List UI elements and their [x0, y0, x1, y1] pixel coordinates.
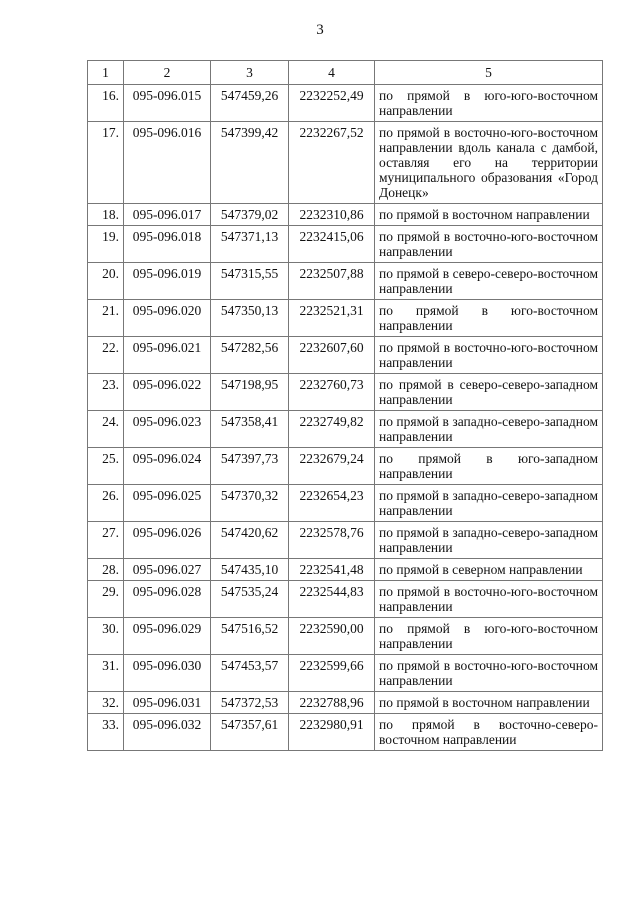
coordinate-y: 2232252,49	[289, 85, 375, 122]
table-row	[88, 263, 603, 300]
coordinate-x: 547198,95	[211, 374, 289, 411]
coordinate-x: 547397,73	[211, 448, 289, 485]
coordinate-y: 2232544,83	[289, 581, 375, 618]
point-code: 095-096.031	[124, 692, 211, 714]
point-code: 095-096.025	[124, 485, 211, 522]
table-row	[88, 226, 603, 263]
point-code: 095-096.020	[124, 300, 211, 337]
coordinate-x: 547371,13	[211, 226, 289, 263]
row-number: 30.	[88, 618, 124, 655]
table-row	[88, 714, 603, 751]
coordinate-y: 2232578,76	[289, 522, 375, 559]
coordinate-y: 2232507,88	[289, 263, 375, 300]
table-row	[88, 448, 603, 485]
coordinate-x: 547370,32	[211, 485, 289, 522]
segment-description: по прямой в восточно-юго-восточном направлении вдоль канала с дамбой, оставляя его на территории муниципального образования «Город Донецк»	[375, 122, 603, 204]
row-number: 29.	[88, 581, 124, 618]
table-row	[88, 581, 603, 618]
coordinate-y: 2232654,23	[289, 485, 375, 522]
point-code: 095-096.024	[124, 448, 211, 485]
table-row	[88, 618, 603, 655]
segment-description: по прямой в восточном направлении	[375, 692, 603, 714]
row-number: 28.	[88, 559, 124, 581]
segment-description: по прямой в восточно-юго-восточном направлении	[375, 655, 603, 692]
table-row	[88, 411, 603, 448]
segment-description: по прямой в северо-северо-восточном направлении	[375, 263, 603, 300]
table-row	[88, 692, 603, 714]
coordinate-y: 2232521,31	[289, 300, 375, 337]
segment-description: по прямой в восточном направлении	[375, 204, 603, 226]
coordinate-y: 2232310,86	[289, 204, 375, 226]
point-code: 095-096.015	[124, 85, 211, 122]
coordinate-x: 547535,24	[211, 581, 289, 618]
row-number: 17.	[88, 122, 124, 204]
coordinate-y: 2232749,82	[289, 411, 375, 448]
coordinate-x: 547459,26	[211, 85, 289, 122]
coordinate-x: 547315,55	[211, 263, 289, 300]
table-row	[88, 204, 603, 226]
table-row	[88, 85, 603, 122]
coordinate-y: 2232590,00	[289, 618, 375, 655]
coordinate-x: 547516,52	[211, 618, 289, 655]
segment-description: по прямой в западно-северо-западном направлении	[375, 522, 603, 559]
segment-description: по прямой в юго-юго-восточном направлении	[375, 618, 603, 655]
row-number: 33.	[88, 714, 124, 751]
table-row	[88, 122, 603, 204]
row-number: 22.	[88, 337, 124, 374]
segment-description: по прямой в восточно-юго-восточном направлении	[375, 337, 603, 374]
point-code: 095-096.021	[124, 337, 211, 374]
coordinate-y: 2232788,96	[289, 692, 375, 714]
coordinate-x: 547453,57	[211, 655, 289, 692]
row-number: 25.	[88, 448, 124, 485]
row-number: 31.	[88, 655, 124, 692]
point-code: 095-096.030	[124, 655, 211, 692]
coordinate-y: 2232599,66	[289, 655, 375, 692]
table-row	[88, 655, 603, 692]
point-code: 095-096.022	[124, 374, 211, 411]
row-number: 27.	[88, 522, 124, 559]
coordinate-y: 2232415,06	[289, 226, 375, 263]
coordinate-x: 547420,62	[211, 522, 289, 559]
coordinate-x: 547350,13	[211, 300, 289, 337]
table-header-row	[88, 61, 603, 85]
segment-description: по прямой в северо-северо-западном направлении	[375, 374, 603, 411]
segment-description: по прямой в юго-западном направлении	[375, 448, 603, 485]
point-code: 095-096.017	[124, 204, 211, 226]
column-header-point-code: 2	[124, 61, 211, 85]
segment-description: по прямой в западно-северо-западном направлении	[375, 485, 603, 522]
coordinate-x: 547372,53	[211, 692, 289, 714]
coordinate-y: 2232267,52	[289, 122, 375, 204]
segment-description: по прямой в северном направлении	[375, 559, 603, 581]
table-row	[88, 337, 603, 374]
row-number: 32.	[88, 692, 124, 714]
row-number: 24.	[88, 411, 124, 448]
point-code: 095-096.028	[124, 581, 211, 618]
coordinate-y: 2232679,24	[289, 448, 375, 485]
row-number: 20.	[88, 263, 124, 300]
table-row	[88, 300, 603, 337]
table-body	[88, 85, 603, 751]
segment-description: по прямой в восточно-юго-восточном направлении	[375, 581, 603, 618]
point-code: 095-096.032	[124, 714, 211, 751]
table-row	[88, 522, 603, 559]
segment-description: по прямой в восточно-юго-восточном направлении	[375, 226, 603, 263]
column-header-description: 5	[375, 61, 603, 85]
coordinate-x: 547358,41	[211, 411, 289, 448]
coordinate-y: 2232607,60	[289, 337, 375, 374]
coordinate-y: 2232541,48	[289, 559, 375, 581]
column-header-x: 3	[211, 61, 289, 85]
point-code: 095-096.019	[124, 263, 211, 300]
coordinate-x: 547435,10	[211, 559, 289, 581]
point-code: 095-096.027	[124, 559, 211, 581]
coordinate-y: 2232980,91	[289, 714, 375, 751]
coordinate-x: 547282,56	[211, 337, 289, 374]
point-code: 095-096.016	[124, 122, 211, 204]
point-code: 095-096.029	[124, 618, 211, 655]
boundary-points-table	[87, 60, 603, 751]
coordinate-y: 2232760,73	[289, 374, 375, 411]
row-number: 21.	[88, 300, 124, 337]
row-number: 16.	[88, 85, 124, 122]
coordinate-x: 547379,02	[211, 204, 289, 226]
column-header-number: 1	[88, 61, 124, 85]
segment-description: по прямой в восточно-северо-восточном направлении	[375, 714, 603, 751]
point-code: 095-096.026	[124, 522, 211, 559]
table-row	[88, 485, 603, 522]
table-row	[88, 559, 603, 581]
row-number: 19.	[88, 226, 124, 263]
point-code: 095-096.023	[124, 411, 211, 448]
row-number: 23.	[88, 374, 124, 411]
point-code: 095-096.018	[124, 226, 211, 263]
segment-description: по прямой в западно-северо-западном направлении	[375, 411, 603, 448]
segment-description: по прямой в юго-восточном направлении	[375, 300, 603, 337]
column-header-y: 4	[289, 61, 375, 85]
segment-description: по прямой в юго-юго-восточном направлении	[375, 85, 603, 122]
table-row	[88, 374, 603, 411]
coordinate-x: 547357,61	[211, 714, 289, 751]
coordinate-x: 547399,42	[211, 122, 289, 204]
page-number: 3	[316, 22, 324, 38]
row-number: 26.	[88, 485, 124, 522]
row-number: 18.	[88, 204, 124, 226]
